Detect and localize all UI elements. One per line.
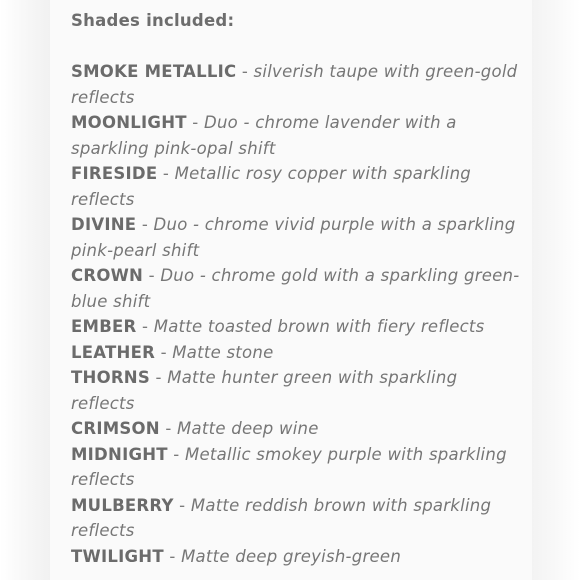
shade-separator: - — [150, 368, 168, 387]
left-margin-strip — [0, 0, 50, 580]
shades-content — [71, 8, 521, 569]
shade-separator: - — [173, 495, 191, 515]
shade-description: Duo - chrome gold with a sparkling green-blue shift — [71, 266, 520, 311]
shade-separator: - — [186, 113, 204, 132]
shade-name: EMBER — [71, 317, 137, 336]
shade-separator: - — [143, 266, 161, 285]
shade-name: TWILIGHT — [71, 546, 164, 566]
shade-name: CROWN — [71, 266, 144, 285]
shade-separator: - — [167, 444, 186, 464]
shade-description: Matte stone — [172, 342, 274, 362]
shade-description: Matte toasted brown with fiery reflects — [153, 317, 485, 336]
shade-item — [71, 263, 521, 314]
blank-line — [71, 34, 521, 60]
shade-item — [71, 59, 521, 110]
shade-description: Metallic smokey purple with sparkling reflects — [71, 444, 507, 489]
shade-separator: - — [155, 342, 173, 362]
shade-item — [71, 340, 521, 366]
shade-separator: - — [236, 62, 254, 81]
shade-description: Matte reddish brown with sparkling reflects — [71, 495, 492, 540]
right-margin-strip — [532, 0, 580, 580]
shade-name: MOONLIGHT — [71, 113, 187, 132]
shade-name: CRIMSON — [71, 419, 160, 438]
shade-description: Duo - chrome lavender with a sparkling pink-opal shift — [71, 113, 457, 158]
shade-description: Matte hunter green with sparkling reflects — [71, 368, 458, 413]
shade-item — [71, 110, 521, 161]
shade-separator: - — [163, 546, 182, 566]
shade-description: silverish taupe with green-gold reflects — [71, 62, 518, 107]
shade-item — [71, 416, 521, 442]
shade-name: MIDNIGHT — [71, 444, 168, 464]
shade-item — [71, 544, 521, 570]
shade-item — [71, 212, 521, 263]
shade-name: THORNS — [71, 368, 150, 387]
shade-item — [71, 314, 521, 340]
shade-item — [71, 365, 521, 416]
shade-item — [71, 493, 521, 544]
shade-name: SMOKE METALLIC — [71, 62, 237, 81]
shade-description: Metallic rosy copper with sparkling reflects — [71, 164, 472, 209]
shades-heading: Shades included: — [71, 11, 235, 30]
shade-item — [71, 161, 521, 212]
shade-description: Matte deep greyish-green — [181, 546, 402, 566]
shade-description: Matte deep wine — [177, 419, 319, 438]
shade-name: MULBERRY — [71, 495, 174, 515]
shade-separator: - — [136, 317, 154, 336]
shade-separator: - — [157, 164, 175, 183]
shade-name: LEATHER — [71, 342, 156, 362]
shade-separator: - — [136, 215, 154, 234]
shade-name: FIRESIDE — [71, 164, 158, 183]
shade-name: DIVINE — [71, 215, 137, 234]
shade-description: Duo - chrome vivid purple with a sparkling pink-pearl shift — [71, 215, 516, 260]
shade-item — [71, 442, 521, 493]
shade-separator: - — [159, 419, 178, 438]
shade-list — [71, 59, 521, 569]
